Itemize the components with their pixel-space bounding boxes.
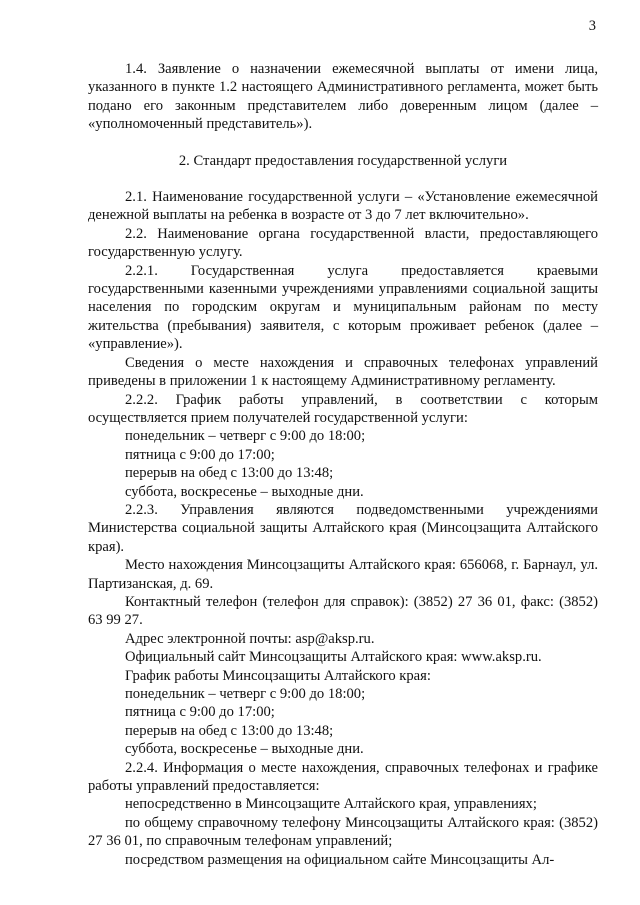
website-line: Официальный сайт Минсоцзащиты Алтайского края: www.aksp.ru. — [125, 649, 542, 666]
schedule-line: понедельник – четверг с 9:00 до 18:00; — [125, 428, 366, 445]
section-heading: 2. Стандарт предоставления государственной услуги — [178, 152, 508, 169]
list-item: по общему справочному телефону Минсоцзащиты Алтайского края: (3852) 27 36 01, по справочным телефонам управлений; — [88, 814, 598, 850]
address-line: Место нахождения Минсоцзащиты Алтайского края: 656068, г. Барнаул, ул. Партизанская, д. 69. — [88, 557, 598, 592]
list-item: непосредственно в Минсоцзащите Алтайского края, управлениях; — [125, 796, 537, 813]
paragraph-info: Сведения о месте нахождения и справочных телефонах управлений приведены в приложении 1 к настоящему Административному регламенту. — [88, 354, 598, 390]
paragraph-2-2-3: 2.2.3. Управления являются подведомственными учреждениями Министерства социальной защиты Алтайского края (Минсоцзащита Алтайского края). — [88, 501, 598, 555]
schedule-line: суббота, воскресенье – выходные дни. — [125, 483, 364, 500]
document-body — [88, 60, 598, 869]
schedule-line: пятница с 9:00 до 17:00; — [125, 446, 275, 463]
paragraph-2-2-4: 2.2.4. Информация о месте нахождения, справочных телефонах и графике работы управлений предоставляется: — [88, 759, 598, 795]
list-item: посредством размещения на официальном сайте Минсоцзащиты Ал- — [125, 851, 555, 868]
paragraph-1-4: 1.4. Заявление о назначении ежемесячной выплаты от имени лица, указанного в пункте 1.2 настоящего Административного регламента, может быть подано его законным представителем либо доверенным лицом (далее – «уполномоченный представитель»). — [88, 61, 598, 133]
schedule-line: понедельник – четверг с 9:00 до 18:00; — [125, 686, 366, 702]
schedule-line: суббота, воскресенье – выходные дни. — [125, 741, 364, 758]
email-line: Адрес электронной почты: asp@aksp.ru. — [125, 630, 375, 647]
paragraph-2-1: 2.1. Наименование государственной услуги – «Установление ежемесячной денежной выплаты на ребенка в возрасте от 3 до 7 лет включительно». — [88, 189, 598, 224]
paragraph-2-2: 2.2. Наименование органа государственной власти, предоставляющего государственную услугу. — [88, 225, 598, 261]
paragraph-2-2-2: 2.2.2. График работы управлений, в соответствии с которым осуществляется прием получателей государственной услуги: — [88, 391, 598, 426]
phone-line: Контактный телефон (телефон для справок): (3852) 27 36 01, факс: (3852) 63 99 27. — [88, 593, 598, 629]
schedule-line: пятница с 9:00 до 17:00; — [125, 704, 275, 721]
ministry-schedule-title: График работы Минсоцзащиты Алтайского края: — [125, 667, 431, 684]
paragraph-2-2-1: 2.2.1. Государственная услуга предоставляется краевыми государственными казенными учреждениями управлениями социальной защиты населения по городским округам и муниципальным районам по месту жительства (пребывания) заявителя, с которым проживает ребенок (далее – «управление»). — [88, 262, 598, 353]
schedule-line: перерыв на обед с 13:00 до 13:48; — [125, 722, 334, 739]
schedule-line: перерыв на обед с 13:00 до 13:48; — [125, 465, 334, 482]
page-number: 3 — [588, 18, 596, 34]
